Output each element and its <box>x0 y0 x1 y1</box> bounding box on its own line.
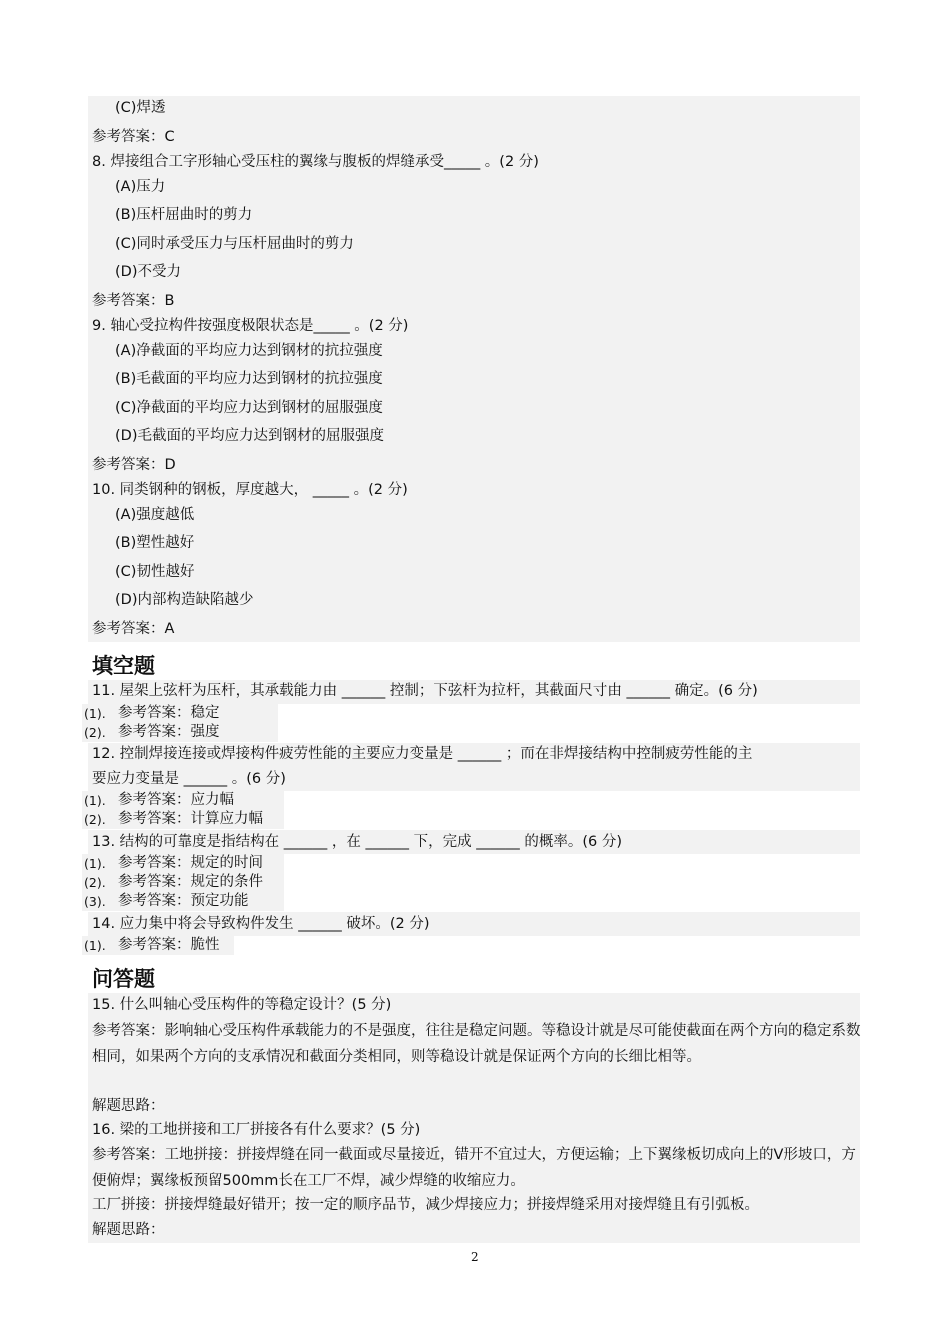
q16-answer-factory: 工厂拼接：拼接焊缝最好错开；按一定的顺序品节，减少焊接应力；拼接焊缝采用对接焊缝且有引弧板。 <box>92 1197 759 1213</box>
q7-option-c: (C)焊透 <box>115 100 166 116</box>
q10-stem: 10. 同类钢种的钢板，厚度越大， _____ 。(2 分) <box>92 482 408 498</box>
q8-option-a: (A)压力 <box>115 179 166 195</box>
q11-answer-1: 参考答案：稳定 <box>118 705 220 721</box>
q12-stem-line-1: 12. 控制焊接连接或焊接构件疲劳性能的主要应力变量是 ______ ；而在非焊接结构中控制疲劳性能的主 <box>92 746 753 762</box>
q14-stem: 14. 应力集中将会导致构件发生 ______ 破坏。(2 分) <box>92 916 430 932</box>
q10-option-c: (C)韧性越好 <box>115 564 195 580</box>
q10-option-d: (D)内部构造缺陷越少 <box>115 592 254 608</box>
q12-answer-1-number: (1). <box>84 793 106 808</box>
q16-hint: 解题思路： <box>92 1222 165 1238</box>
q16-stem: 16. 梁的工地拼接和工厂拼接各有什么要求？(5 分) <box>92 1122 421 1138</box>
q8-stem: 8. 焊接组合工字形轴心受压柱的翼缘与腹板的焊缝承受_____ 。(2 分) <box>92 154 539 170</box>
q11-answer-1-number: (1). <box>84 706 106 721</box>
q10-option-a: (A)强度越低 <box>115 507 195 523</box>
q15-stem: 15. 什么叫轴心受压构件的等稳定设计？(5 分) <box>92 997 392 1013</box>
q9-option-d: (D)毛截面的平均应力达到钢材的屈服强度 <box>115 428 384 444</box>
q13-stem: 13. 结构的可靠度是指结构在 ______ ，在 ______ 下，完成 ______ 的概率。(6 分) <box>92 834 622 850</box>
q8-option-d: (D)不受力 <box>115 264 181 280</box>
q9-stem: 9. 轴心受拉构件按强度极限状态是_____ 。(2 分) <box>92 318 409 334</box>
section-heading-fill-in: 填空题 <box>92 654 155 678</box>
q12-answer-1: 参考答案：应力幅 <box>118 792 234 808</box>
section-heading-qa: 问答题 <box>92 967 155 991</box>
q11-answer-2-number: (2). <box>84 725 106 740</box>
q13-answer-1: 参考答案：规定的时间 <box>118 855 263 871</box>
q8-option-c: (C)同时承受压力与压杆屈曲时的剪力 <box>115 236 354 252</box>
q9-option-b: (B)毛截面的平均应力达到钢材的抗拉强度 <box>115 371 383 387</box>
q9-option-c: (C)净截面的平均应力达到钢材的屈服强度 <box>115 400 383 416</box>
q11-answer-2: 参考答案：强度 <box>118 724 220 740</box>
q14-answer-1: 参考答案：脆性 <box>118 937 220 953</box>
q13-answer-2-number: (2). <box>84 875 106 890</box>
q12-answer-2: 参考答案：计算应力幅 <box>118 811 263 827</box>
q12-answer-2-number: (2). <box>84 812 106 827</box>
q10-answer: 参考答案：A <box>92 621 175 637</box>
q12-stem-line-2: 要应力变量是 ______ 。(6 分) <box>92 771 286 787</box>
q9-option-a: (A)净截面的平均应力达到钢材的抗拉强度 <box>115 343 383 359</box>
page-number: 2 <box>471 1250 479 1264</box>
q13-answer-3: 参考答案：预定功能 <box>118 893 249 909</box>
q13-answer-3-number: (3). <box>84 894 106 909</box>
q11-stem: 11. 屋架上弦杆为压杆，其承载能力由 ______ 控制；下弦杆为拉杆，其截面尺寸由 ______ 确定。(6 分) <box>92 683 758 699</box>
q13-answer-2: 参考答案：规定的条件 <box>118 874 263 890</box>
q14-answer-1-number: (1). <box>84 938 106 953</box>
q9-answer: 参考答案：D <box>92 457 176 473</box>
q16-answer: 参考答案：工地拼接：拼接焊缝在同一截面或尽量接近，错开不宜过大，方便运输；上下翼缘板切成向上的V形坡口，方便俯焊；翼缘板预留500mm长在工厂不焊，减少焊缝的收缩应力。 <box>92 1147 856 1189</box>
q8-answer: 参考答案：B <box>92 293 175 309</box>
q13-answer-1-number: (1). <box>84 856 106 871</box>
q7-answer: 参考答案：C <box>92 129 175 145</box>
q15-hint: 解题思路： <box>92 1098 165 1114</box>
q15-answer: 参考答案：影响轴心受压构件承载能力的不是强度，往往是稳定问题。等稳设计就是尽可能使截面在两个方向的稳定系数相同，如果两个方向的支承情况和截面分类相同，则等稳设计就是保证两个方向的长细比相等。 <box>92 1023 861 1065</box>
q8-option-b: (B)压杆屈曲时的剪力 <box>115 207 253 223</box>
q10-option-b: (B)塑性越好 <box>115 535 195 551</box>
